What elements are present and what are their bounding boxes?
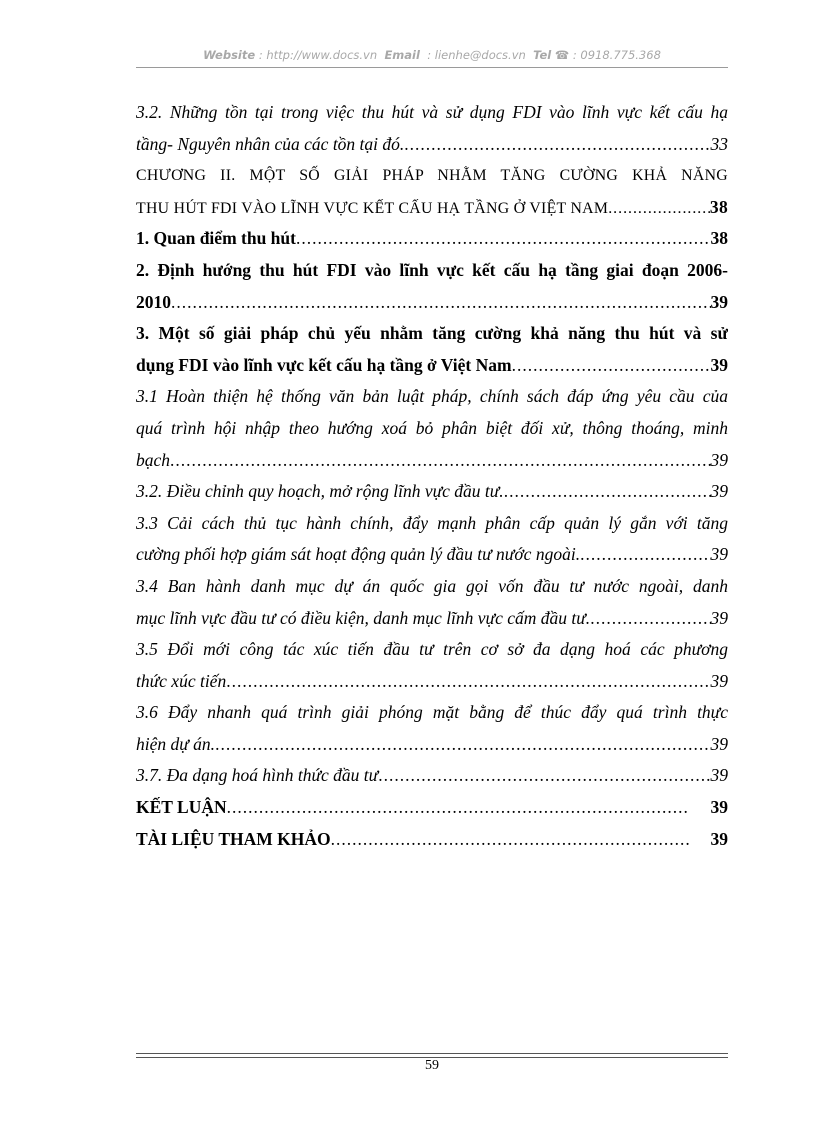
dot-leader xyxy=(331,824,690,856)
tel-label: Tel xyxy=(533,48,552,62)
toc-chapter-2-line2 xyxy=(136,192,728,224)
dot-leader xyxy=(226,666,710,698)
toc-page-number: 39 xyxy=(710,670,728,691)
toc-entry-3-2b xyxy=(136,476,728,508)
toc-entry-references xyxy=(136,824,728,856)
toc-entry-conclusion xyxy=(136,792,728,824)
toc-page-number: 39 xyxy=(710,354,728,375)
toc-page-number: 39 xyxy=(710,765,728,786)
toc-entry-3-6-line1: 3.6 Đẩy nhanh quá trình giải phóng mặt bằng để thúc đẩy quá trình thực xyxy=(136,702,728,723)
toc-page-number: 39 xyxy=(710,449,728,470)
toc-entry-3-3-line2 xyxy=(136,539,728,571)
toc-entry-text: tầng- Nguyên nhân của các tồn tại đó. xyxy=(136,133,405,154)
toc-entry-text: TÀI LIỆU THAM KHẢO xyxy=(136,828,331,849)
dot-leader xyxy=(580,539,710,571)
page-header xyxy=(136,48,728,62)
dot-leader xyxy=(227,792,690,824)
website-url: : http://www.docs.vn xyxy=(258,48,378,62)
email-label: Email xyxy=(384,48,420,62)
footer-divider xyxy=(136,1053,728,1054)
toc-page-number: 38 xyxy=(710,228,728,249)
dot-leader xyxy=(608,193,710,224)
dot-leader xyxy=(171,287,711,319)
toc-entry-text: 3.7. Đa dạng hoá hình thức đầu tư xyxy=(136,765,379,786)
toc-entry-3-1-line3 xyxy=(136,445,728,477)
toc-chapter-2-line1: CHƯƠNG II. MỘT SỐ GIẢI PHÁP NHẰM TĂNG CƯỜNG KHẢ NĂNG xyxy=(136,167,728,185)
toc-page-number: 39 xyxy=(710,607,728,628)
dot-leader xyxy=(378,760,710,792)
toc-entry-3-7 xyxy=(136,760,728,792)
toc-entry-text: THU HÚT FDI VÀO LĨNH VỰC KẾT CẤU HẠ TẦNG Ở VIỆT NAM xyxy=(136,199,609,217)
toc-entry-text: 3.2. Điều chỉnh quy hoạch, mở rộng lĩnh vực đầu tư. xyxy=(136,481,504,502)
phone-icon: ☎ xyxy=(554,48,570,62)
toc-entry-text: hiện dự án. xyxy=(136,733,216,754)
toc-entry-3-2-line2 xyxy=(136,129,728,161)
email-address: : lienhe@docs.vn xyxy=(427,48,526,62)
header-divider xyxy=(136,67,728,68)
toc-entry-3-4-line1: 3.4 Ban hành danh mục dự án quốc gia gọi vốn đầu tư nước ngoài, danh xyxy=(136,575,728,596)
dot-leader xyxy=(170,445,710,477)
toc-entry-3-3-line1: 3.3 Cải cách thủ tục hành chính, đẩy mạnh phân cấp quản lý gắn với tăng xyxy=(136,512,728,533)
toc-entry-2-line1: 2. Định hướng thu hút FDI vào lĩnh vực kết cấu hạ tầng giai đoạn 2006- xyxy=(136,259,728,280)
dot-leader xyxy=(296,223,711,255)
toc-entry-3-1-line2: quá trình hội nhập theo hướng xoá bỏ phân biệt đối xử, thông thoáng, minh xyxy=(136,417,728,438)
toc-page-number: 39 xyxy=(710,544,728,565)
toc-entry-text: KẾT LUẬN xyxy=(136,797,227,818)
toc-entry-text: cường phối hợp giám sát hoạt động quản lý đầu tư nước ngoài. xyxy=(136,544,581,565)
toc-entry-text: 1. Quan điểm thu hút xyxy=(136,228,296,249)
dot-leader xyxy=(504,476,711,508)
dot-leader xyxy=(215,729,710,761)
toc-entry-text: mục lĩnh vực đầu tư có điều kiện, danh mục lĩnh vực cấm đầu tư. xyxy=(136,607,591,628)
phone-number: : 0918.775.368 xyxy=(572,48,661,62)
toc-page-number: 39 xyxy=(710,797,728,818)
dot-leader xyxy=(404,129,710,161)
toc-page-number: 33 xyxy=(710,133,728,154)
toc-entry-3-line1: 3. Một số giải pháp chủ yếu nhằm tăng cường khả năng thu hút và sử xyxy=(136,323,728,344)
toc-entry-1 xyxy=(136,223,728,255)
dot-leader xyxy=(512,350,711,382)
toc-page-number: 39 xyxy=(710,828,728,849)
toc-entry-3-6-line2 xyxy=(136,729,728,761)
toc-page-number: 39 xyxy=(710,733,728,754)
toc-page-number: 39 xyxy=(710,481,728,502)
page-number: 59 xyxy=(425,1058,439,1073)
toc-entry-3-line2 xyxy=(136,350,728,382)
toc-entry-text: bạch xyxy=(136,449,171,470)
toc-entry-text: thức xúc tiến xyxy=(136,670,227,691)
dot-leader xyxy=(590,603,710,635)
toc-entry-3-5-line2 xyxy=(136,666,728,698)
toc-page-number: 38 xyxy=(709,196,728,217)
toc-entry-3-4-line2 xyxy=(136,603,728,635)
toc-entry-3-2-line1: 3.2. Những tồn tại trong việc thu hút và sử dụng FDI vào lĩnh vực kết cấu hạ xyxy=(136,102,728,122)
website-label: Website xyxy=(203,48,256,62)
toc-entry-text: dụng FDI vào lĩnh vực kết cấu hạ tầng ở Việt Nam xyxy=(136,354,512,375)
toc-entry-3-5-line1: 3.5 Đổi mới công tác xúc tiến đầu tư trên cơ sở đa dạng hoá các phương xyxy=(136,639,728,660)
toc-entry-2-line2 xyxy=(136,287,728,319)
toc-entry-text: 2010 xyxy=(136,291,171,312)
toc-entry-3-1-line1: 3.1 Hoàn thiện hệ thống văn bản luật pháp, chính sách đáp ứng yêu cầu của xyxy=(136,386,728,407)
table-of-contents xyxy=(136,97,728,855)
toc-page-number: 39 xyxy=(710,291,728,312)
